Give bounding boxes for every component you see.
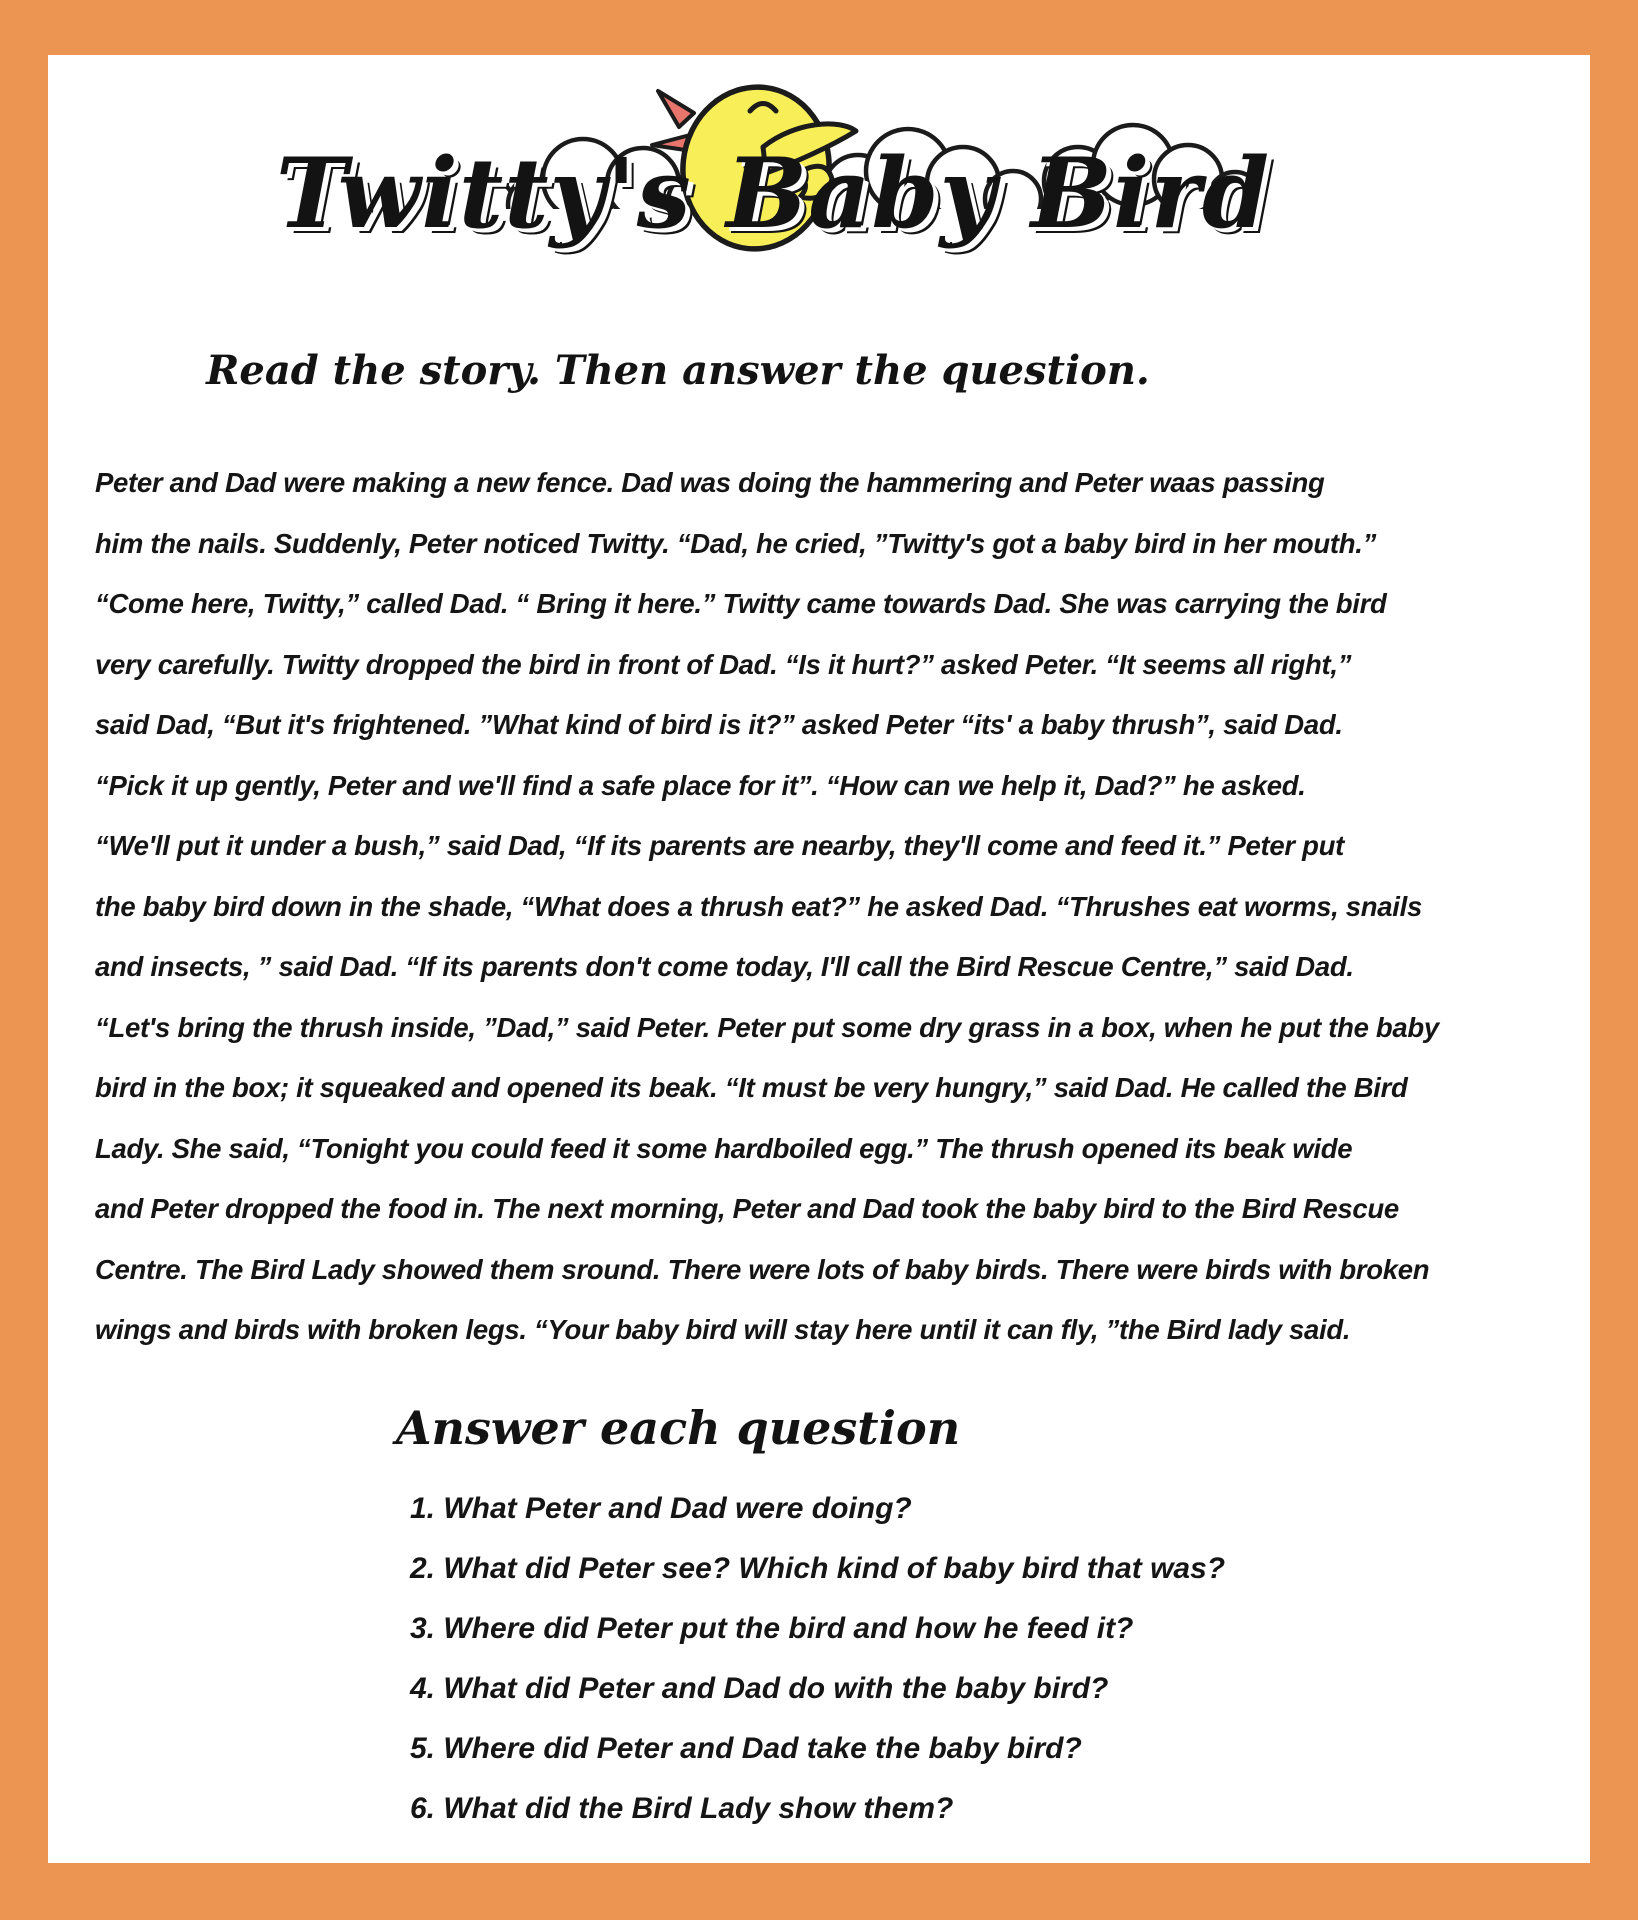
story-text <box>95 453 1555 1361</box>
question-item: 5. Where did Peter and Dad take the baby bird? <box>410 1732 1082 1765</box>
story-line: Lady. She said, “Tonight you could feed it some hardboiled egg.” The thrush opened its beak wide <box>95 1132 1353 1164</box>
question-item: 2. What did Peter see? Which kind of baby bird that was? <box>410 1552 1226 1585</box>
story-line: Centre. The Bird Lady showed them sround. There were lots of baby birds. There were birds with broken <box>95 1253 1430 1285</box>
story-line: and Peter dropped the food in. The next morning, Peter and Dad took the baby bird to the Bird Rescue <box>95 1193 1399 1224</box>
page-title: Twitty's Baby Bird <box>275 137 1271 250</box>
question-item: 4. What did Peter and Dad do with the baby bird? <box>410 1672 1109 1705</box>
questions-heading: Answer each question <box>395 1401 961 1455</box>
story-line: him the nails. Suddenly, Peter noticed Twitty. “Dad, he cried, ”Twitty's got a baby bird in her mouth.” <box>95 527 1377 559</box>
questions-list <box>410 1479 1225 1839</box>
story-line: very carefully. Twitty dropped the bird in front of Dad. “Is it hurt?” asked Peter. “It seems all right,” <box>95 648 1352 680</box>
story-line: “Let's bring the thrush inside, ”Dad,” said Peter. Peter put some dry grass in a box, when he put the baby <box>95 1011 1439 1043</box>
story-line: “Pick it up gently, Peter and we'll find a safe place for it”. “How can we help it, Dad?” he asked. <box>95 769 1306 801</box>
story-line: and insects, ” said Dad. “If its parents don't come today, I'll call the Bird Rescue Centre,” said Dad. <box>95 951 1354 982</box>
question-item: 1. What Peter and Dad were doing? <box>410 1492 912 1525</box>
story-line: the baby bird down in the shade, “What does a thrush eat?” he asked Dad. “Thrushes eat worms, snails <box>95 890 1422 922</box>
story-line: “Come here, Twitty,” called Dad. “ Bring it here.” Twitty came towards Dad. She was carrying the bird <box>95 588 1387 619</box>
story-line: bird in the box; it squeaked and opened its beak. “It must be very hungry,” said Dad. He called the Bird <box>95 1072 1408 1103</box>
story-line: said Dad, “But it's frightened. ”What kind of bird is it?” asked Peter “its' a baby thrush”, said Dad. <box>95 709 1343 740</box>
question-item: 3. Where did Peter put the bird and how he feed it? <box>410 1612 1134 1645</box>
question-item: 6. What did the Bird Lady show them? <box>410 1792 954 1825</box>
story-line: “We'll put it under a bush,” said Dad, “If its parents are nearby, they'll come and feed it.” Peter put <box>95 830 1344 861</box>
worksheet-page <box>48 55 1590 1863</box>
story-line: wings and birds with broken legs. “Your baby bird will stay here until it can fly, ”the Bird lady said. <box>95 1314 1351 1345</box>
instruction-text: Read the story. Then answer the question. <box>206 347 1150 394</box>
story-line: Peter and Dad were making a new fence. Dad was doing the hammering and Peter waas passing <box>95 467 1325 498</box>
